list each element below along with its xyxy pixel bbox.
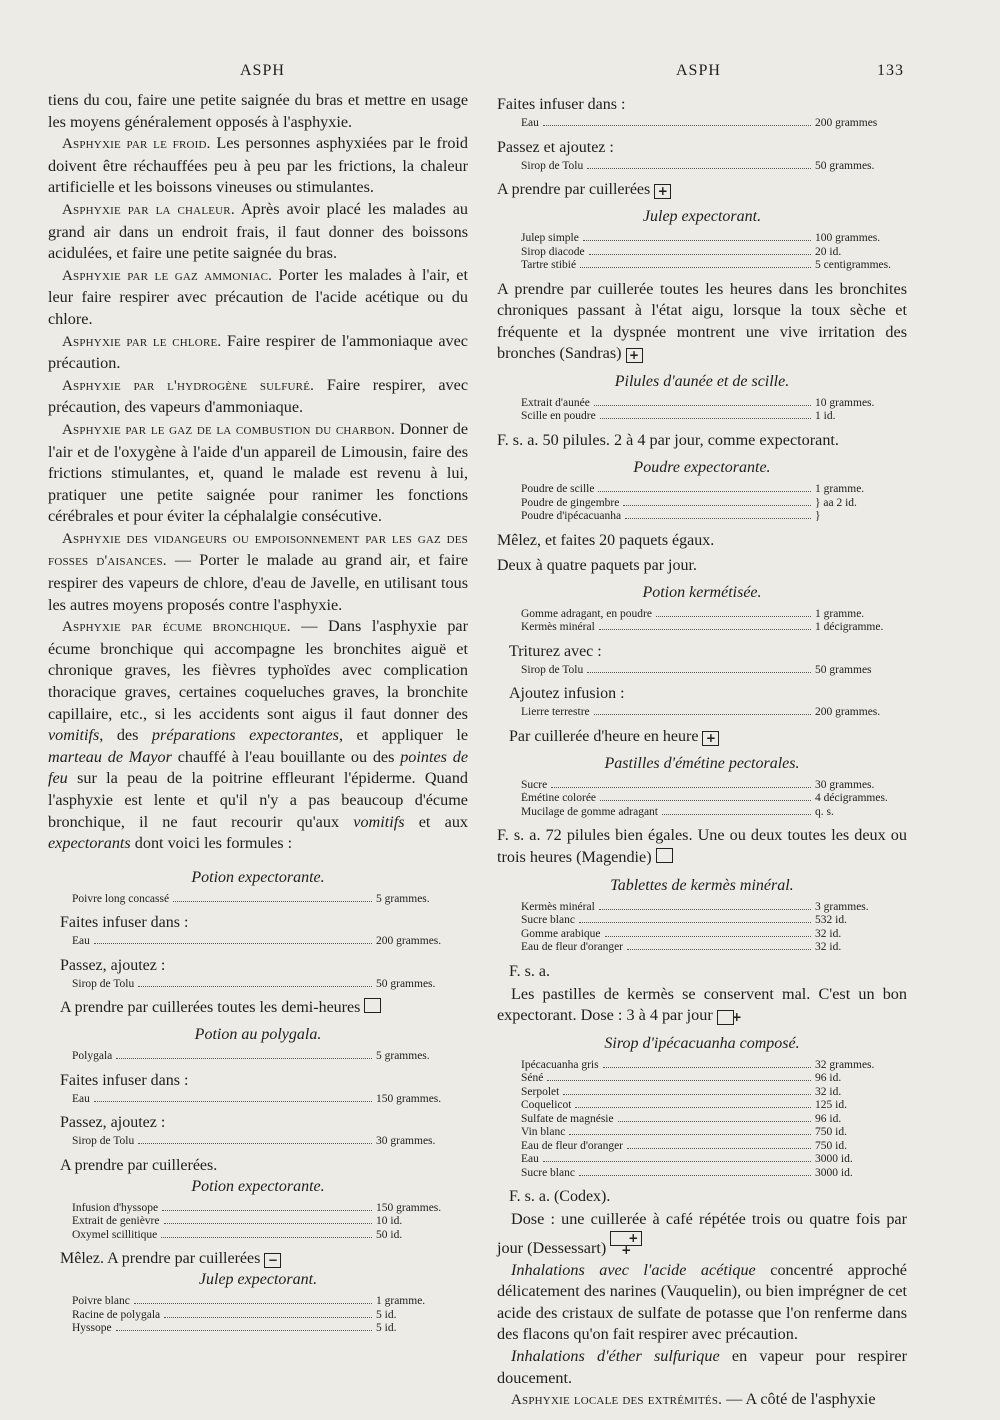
leader-dots bbox=[603, 1067, 811, 1068]
ingredient-qty: 100 grammes. bbox=[815, 232, 881, 244]
ingredient-name: Sirop de Tolu bbox=[521, 663, 584, 676]
text-run: chauffé à l'eau bouillante ou des bbox=[177, 747, 395, 766]
ingredient-qty: 150 grammes. bbox=[376, 1092, 442, 1105]
recipe-rows bbox=[497, 901, 907, 955]
ingredient-name: Sucre blanc bbox=[521, 914, 575, 927]
leader-dots bbox=[587, 168, 811, 169]
ingredient-qty: 32 grammes. bbox=[815, 1058, 875, 1071]
leader-dots bbox=[134, 1303, 372, 1304]
ingredient-row bbox=[497, 410, 907, 424]
leader-dots bbox=[164, 1317, 372, 1318]
ingredient-name: Serpolet bbox=[521, 1085, 560, 1098]
leader-dots bbox=[563, 1094, 811, 1095]
instruction: Triturez avec : bbox=[509, 642, 602, 660]
ingredient-row bbox=[497, 497, 907, 511]
ingredient-name: Eau bbox=[72, 1092, 90, 1105]
ingredient-row bbox=[48, 1322, 468, 1336]
ingredient-qty: 125 id. bbox=[815, 1099, 847, 1112]
section-label: Asphyxie par le gaz ammoniac. bbox=[62, 267, 273, 284]
leader-dots bbox=[656, 616, 811, 617]
leader-dots bbox=[627, 1148, 811, 1149]
leader-dots bbox=[579, 1175, 811, 1176]
leader-dots bbox=[583, 240, 811, 241]
leader-dots bbox=[579, 922, 811, 923]
instruction bbox=[60, 997, 468, 1018]
ingredient-qty: 200 grammes. bbox=[815, 706, 881, 719]
ingredient-qty: 50 grammes. bbox=[376, 977, 436, 990]
recipe-title: Poudre expectorante. bbox=[633, 459, 771, 477]
ingredient-qty: 32 id. bbox=[815, 941, 842, 954]
italic-term: vomitifs bbox=[48, 726, 100, 745]
ingredient-qty: 50 id. bbox=[376, 1228, 403, 1241]
leader-dots bbox=[94, 1101, 372, 1102]
ingredient-name: Eau bbox=[72, 935, 90, 948]
ingredient-qty: 1 id. bbox=[815, 410, 836, 423]
ingredient-row bbox=[497, 1153, 907, 1167]
paragraph-chlore bbox=[48, 331, 468, 375]
recipe-title: Tablettes de kermès minéral. bbox=[610, 876, 794, 894]
ingredient-row bbox=[48, 1050, 468, 1064]
instruction: Faites infuser dans : bbox=[60, 1071, 189, 1089]
ingredient-qty: 150 grammes. bbox=[376, 1201, 442, 1214]
paragraph-charbon bbox=[48, 419, 468, 528]
ingredient-name: Séné bbox=[521, 1072, 544, 1085]
ingredient-row bbox=[48, 1295, 468, 1309]
paragraph-inhalations-acide bbox=[497, 1260, 907, 1346]
leader-dots bbox=[162, 1210, 372, 1211]
ingredient-row bbox=[497, 1140, 907, 1154]
instruction: F. s. a. bbox=[509, 962, 550, 980]
ingredient-name: Poudre d'ipécacuanha bbox=[521, 510, 622, 523]
ingredient-qty: 532 id. bbox=[815, 914, 847, 927]
paragraph-inhalations-ether bbox=[497, 1346, 907, 1389]
ingredient-name: Kermès minéral bbox=[521, 621, 595, 634]
ingredient-qty: 1 gramme. bbox=[815, 607, 865, 620]
ingredient-qty: 200 grammes. bbox=[376, 935, 442, 948]
ingredient-qty: 3000 id. bbox=[815, 1153, 853, 1166]
paragraph-text: Les personnes asphyxiées par le froid doivent être réchauffées peu à peu par les frictions, la chaleur artificielle et les boissons vineuses ou stimulantes. bbox=[48, 134, 469, 197]
ingredient-row bbox=[497, 806, 907, 820]
leader-dots bbox=[575, 1107, 811, 1108]
instruction: Passez, ajoutez : bbox=[60, 956, 166, 974]
ingredient-row bbox=[497, 483, 907, 497]
plus-box-symbol: + bbox=[626, 348, 643, 363]
ingredient-name: Tartre stibié bbox=[521, 259, 577, 271]
leader-dots bbox=[116, 1058, 372, 1059]
ingredient-row bbox=[497, 664, 907, 678]
recipe-title: Potion kermétisée. bbox=[642, 583, 762, 601]
italic-term: pointes de feu bbox=[48, 747, 469, 788]
recipe-title: Potion expectorante. bbox=[191, 868, 325, 886]
instruction bbox=[60, 1248, 468, 1269]
italic-term: Inhalations avec l'acide acétique bbox=[511, 1260, 756, 1279]
instruction-text: A prendre par cuillerées bbox=[497, 181, 651, 198]
paragraph-ecume bbox=[48, 616, 468, 855]
text-run: et aux bbox=[418, 812, 469, 831]
leader-dots bbox=[161, 1237, 372, 1238]
ingredient-row bbox=[497, 510, 907, 524]
ingredient-row bbox=[497, 901, 907, 915]
recipe-title: Potion au polygala. bbox=[194, 1026, 322, 1044]
paragraph-text: — Porter le malade au grand air, et faire respirer des vapeurs de chlore, d'eau de Javelle, en utilisant tous les autres moyens proposés contre l'asphyxie. bbox=[48, 551, 469, 614]
leader-dots bbox=[543, 125, 811, 126]
leader-dots bbox=[551, 787, 811, 788]
left-column bbox=[48, 90, 468, 1342]
ingredient-row bbox=[48, 1135, 468, 1149]
ingredient-name: Poudre de scille bbox=[521, 483, 595, 496]
text-run: , des bbox=[99, 726, 139, 745]
italic-term: préparations expectorantes bbox=[151, 726, 339, 745]
ingredient-name: Extrait d'aunée bbox=[521, 396, 590, 409]
leader-dots bbox=[625, 518, 811, 519]
instruction: Deux à quatre paquets par jour. bbox=[497, 556, 697, 574]
leader-dots bbox=[94, 943, 372, 944]
instruction bbox=[509, 726, 907, 747]
ingredient-name: Poivre blanc bbox=[72, 1295, 130, 1308]
ingredient-row bbox=[497, 914, 907, 928]
paragraph-chaleur bbox=[48, 199, 468, 265]
ingredient-row bbox=[497, 706, 907, 720]
page-number: 133 bbox=[877, 62, 904, 79]
ingredient-row bbox=[48, 1215, 468, 1229]
paragraph-asphyxie-locale bbox=[497, 1389, 907, 1412]
recipe-rows bbox=[48, 1050, 468, 1064]
instruction: F. s. a. (Codex). bbox=[509, 1188, 611, 1206]
ingredient-qty: 1 gramme. bbox=[815, 483, 865, 496]
ingredient-qty: 5 id. bbox=[376, 1322, 397, 1335]
instruction: Mêlez, et faites 20 paquets égaux. bbox=[497, 531, 715, 549]
ingredient-qty: 750 id. bbox=[815, 1126, 847, 1139]
italic-term: vomitifs bbox=[353, 812, 405, 831]
paragraph-froid bbox=[48, 133, 468, 199]
instruction: Passez, ajoutez : bbox=[60, 1114, 166, 1132]
ingredient-name: Eau de fleur d'oranger bbox=[521, 941, 624, 954]
section-label: Asphyxie par l'hydrogène sulfuré. bbox=[62, 377, 315, 394]
leader-dots bbox=[599, 629, 811, 630]
instruction: Passez et ajoutez : bbox=[497, 138, 614, 156]
text-run: sur la peau de la poitrine effleurant l'épiderme. Quand l'asphyxie est lente et qu'il n'y a pas beaucoup d'écume bronchique, il ne faut recourir qu'aux bbox=[48, 769, 469, 831]
ingredient-qty: 96 id. bbox=[815, 1072, 842, 1085]
instruction: A prendre par cuillerées. bbox=[60, 1156, 218, 1174]
tablettes-note bbox=[497, 984, 907, 1027]
section-label: Asphyxie par la chaleur. bbox=[62, 201, 235, 218]
ingredient-name: Eau de fleur d'oranger bbox=[521, 1139, 624, 1152]
recipe-title: Julep expectorant. bbox=[198, 1271, 318, 1289]
ingredient-row bbox=[497, 1059, 907, 1073]
paragraph-text: — A côté de l'asphyxie bbox=[726, 1390, 876, 1409]
recipe-rows bbox=[497, 1059, 907, 1181]
ingredient-qty: 750 id. bbox=[815, 1139, 847, 1152]
ingredient-qty: 50 grammes bbox=[815, 663, 872, 676]
instruction: Faites infuser dans : bbox=[497, 96, 626, 113]
ingredient-row bbox=[497, 1072, 907, 1086]
ingredient-qty: 10 grammes. bbox=[815, 396, 875, 409]
recipe-rows bbox=[497, 397, 907, 424]
instruction: Faites infuser dans : bbox=[60, 914, 189, 932]
ingredient-name: Kermès minéral bbox=[521, 900, 595, 913]
pastilles-note bbox=[497, 825, 907, 868]
note-text: Les pastilles de kermès se conservent mal. C'est un bon expectorant. Dose : 3 à 4 par jour bbox=[497, 984, 907, 1025]
plus-box-symbol: + bbox=[702, 731, 719, 746]
paragraph-continuation: tiens du cou, faire une petite saignée du bras et mettre en usage les moyens généralement opposés à l'asphyxie. bbox=[48, 91, 468, 131]
ingredient-name: Polygala bbox=[72, 1050, 113, 1063]
ingredient-row bbox=[497, 608, 907, 622]
ingredient-name: Poivre long concassé bbox=[72, 892, 170, 905]
ingredient-qty: 32 id. bbox=[815, 1085, 842, 1098]
paragraph-text: Après avoir placé les malades au grand air dans un endroit frais, il faut donner des boissons acidulées, et faire une petite saignée du bras. bbox=[48, 199, 468, 263]
ingredient-row bbox=[497, 232, 907, 246]
ingredient-qty: 4 décigrammes. bbox=[815, 792, 888, 805]
leader-dots bbox=[599, 909, 811, 910]
pilules-note: F. s. a. 50 pilules. 2 à 4 par jour, comme expectorant. bbox=[497, 430, 839, 449]
leader-dots bbox=[587, 672, 811, 673]
ingredient-name: Ipécacuanha gris bbox=[521, 1058, 599, 1071]
section-label: Asphyxie locale des extrémités. bbox=[511, 1392, 723, 1409]
ingredient-row bbox=[497, 1126, 907, 1140]
section-label: Asphyxie des vidangeurs ou empoisonnement par les gaz des fosses d'aisances. bbox=[48, 530, 468, 570]
italic-term: marteau de Mayor bbox=[48, 747, 172, 766]
ingredient-name: Gomme arabique bbox=[521, 927, 601, 940]
italic-term: expectorants bbox=[48, 834, 131, 853]
paragraph-text: concentré approché délicatement des narines (Vauquelin), ou bien imprégner de cet acide des cristaux de sulfate de potasse que l'on renferme dans des flacons qu'on fait respirer avec précaution. bbox=[497, 1260, 907, 1344]
ingredient-row bbox=[48, 978, 468, 992]
ingredient-qty: 5 grammes. bbox=[376, 1050, 430, 1063]
ingredient-name: Sirop de Tolu bbox=[72, 977, 135, 990]
recipe-rows bbox=[497, 664, 907, 678]
text-run: , et appliquer le bbox=[338, 726, 469, 745]
ingredient-row bbox=[497, 941, 907, 955]
ingredient-qty: 1 gramme. bbox=[376, 1295, 426, 1308]
ingredient-row bbox=[497, 1086, 907, 1100]
instruction-text: Par cuillerée d'heure en heure bbox=[509, 727, 699, 745]
leader-dots bbox=[547, 1080, 811, 1081]
recipe-rows bbox=[48, 1295, 468, 1336]
ingredient-qty: 50 grammes. bbox=[815, 159, 875, 172]
ingredient-row bbox=[497, 160, 907, 174]
ingredient-row bbox=[48, 893, 468, 907]
ingredient-qty: 30 grammes. bbox=[376, 1135, 436, 1148]
paragraph-text: en vapeur pour respirer doucement. bbox=[497, 1346, 908, 1387]
note-text: F. s. a. 72 pilules bien égales. Une ou deux toutes les deux ou trois heures (Magendie) bbox=[497, 826, 907, 867]
ingredient-qty: 3 grammes. bbox=[815, 900, 869, 913]
leader-dots bbox=[594, 714, 811, 715]
empty-square-symbol bbox=[656, 848, 673, 863]
leader-dots bbox=[138, 986, 372, 987]
section-label: Asphyxie par le froid. bbox=[62, 136, 211, 153]
paragraph-vidangeurs bbox=[48, 528, 468, 616]
ingredient-row bbox=[497, 259, 907, 273]
ingredient-name: Mucilage de gomme adragant bbox=[521, 805, 658, 818]
recipe-rows bbox=[497, 117, 907, 131]
ingredient-name: Coquelicot bbox=[521, 1099, 572, 1112]
recipe-title: Pastilles d'émétine pectorales. bbox=[604, 754, 800, 772]
ingredient-name: Extrait de genièvre bbox=[72, 1215, 160, 1228]
plus-box-symbol: + bbox=[654, 184, 671, 199]
leader-dots bbox=[600, 800, 811, 801]
text-run: dont voici les formules : bbox=[134, 834, 293, 853]
ingredient-name: Hyssope bbox=[72, 1322, 112, 1335]
ingredient-name: Sucre bbox=[521, 778, 548, 791]
text-run: — Dans l'asphyxie par écume bronchique qui accompagne les bronchites aiguë et chronique graves, les fièvres typhoïdes avec complication thoracique graves, certaines coqueluches graves, la bronchite capillaire, etc., si les accidents sont aigus il faut donner des bbox=[48, 617, 468, 723]
ingredient-row bbox=[48, 935, 468, 949]
ingredient-row bbox=[48, 1309, 468, 1323]
leader-dots bbox=[662, 814, 811, 815]
paragraph-text: Faire respirer de l'ammoniaque avec précaution. bbox=[48, 331, 468, 373]
ingredient-row bbox=[497, 1099, 907, 1113]
ingredient-qty: 96 id. bbox=[815, 1112, 842, 1125]
recipe-rows bbox=[48, 1093, 468, 1107]
recipe-rows bbox=[48, 935, 468, 949]
section-label: Asphyxie par le chlore. bbox=[62, 333, 222, 350]
ingredient-name: Sirop diacode bbox=[521, 245, 585, 258]
ingredient-row bbox=[497, 792, 907, 806]
leader-dots bbox=[600, 418, 811, 419]
ingredient-name: Eau bbox=[521, 117, 539, 129]
leader-dots bbox=[580, 267, 811, 268]
leader-dots bbox=[627, 949, 811, 950]
leader-dots bbox=[598, 491, 811, 492]
recipe-rows bbox=[497, 160, 907, 174]
leader-dots bbox=[589, 254, 811, 255]
ingredient-qty: 1 décigramme. bbox=[815, 621, 884, 634]
recipe-title: Pilules d'aunée et de scille. bbox=[614, 372, 790, 390]
leader-dots bbox=[594, 405, 811, 406]
ingredient-qty: 30 grammes. bbox=[815, 778, 875, 791]
leader-dots bbox=[618, 1121, 811, 1122]
ingredient-qty: 10 id. bbox=[376, 1215, 403, 1228]
ingredient-row bbox=[48, 1229, 468, 1243]
ingredient-qty: 5 id. bbox=[376, 1308, 397, 1321]
recipe-rows bbox=[48, 893, 468, 907]
note-text: A prendre par cuillerée toutes les heures dans les bronchites chroniques passant à l'état aigu, lorsque la toux sèche et fréquente et la dyspnée montrent une vive irritation des bronches (Sandras) bbox=[497, 279, 907, 363]
recipe-rows bbox=[48, 1135, 468, 1149]
ingredient-row bbox=[497, 1167, 907, 1181]
recipe-rows bbox=[48, 978, 468, 992]
recipe-title: Potion expectorante. bbox=[191, 1177, 325, 1195]
right-running-head: ASPH bbox=[676, 62, 721, 79]
minus-box-symbol: − bbox=[264, 1253, 281, 1268]
ingredient-row bbox=[497, 397, 907, 411]
recipe-rows bbox=[497, 608, 907, 635]
paragraph-hydrogene bbox=[48, 375, 468, 419]
ingredient-row bbox=[48, 1093, 468, 1107]
ingredient-row bbox=[497, 779, 907, 793]
ingredient-qty: } bbox=[815, 510, 821, 523]
instruction-text: A prendre par cuillerées toutes les demi-heures bbox=[60, 999, 361, 1017]
julep-note bbox=[497, 279, 907, 365]
ingredient-qty: 32 id. bbox=[815, 927, 842, 940]
ingredient-row bbox=[48, 1202, 468, 1216]
ingredient-name: Julep simple bbox=[521, 232, 579, 244]
ingredient-row bbox=[497, 621, 907, 635]
recipe-rows bbox=[497, 706, 907, 720]
ingredient-name: Poudre de gingembre bbox=[521, 496, 620, 509]
ingredient-row bbox=[497, 246, 907, 260]
ingredient-name: Gomme adragant, en poudre bbox=[521, 607, 652, 620]
instruction bbox=[497, 179, 907, 200]
paragraph-text: Donner de l'air et de l'oxygène à l'aide d'un appareil de Limousin, faire des frictions stimulantes, et, quand le malade est revenu à lui, pratiquer une petite saignée pour ranimer les fonctions cérébrales et pour éviter la céphalalgie consécutive. bbox=[48, 419, 469, 526]
ingredient-qty: } aa 2 id. bbox=[815, 496, 857, 509]
ingredient-qty: 20 id. bbox=[815, 245, 842, 258]
leader-dots bbox=[164, 1223, 373, 1224]
leader-dots bbox=[543, 1161, 811, 1162]
plus-box-symbol: + bbox=[717, 1010, 734, 1025]
section-label: Asphyxie par le gaz de la combustion du charbon. bbox=[62, 421, 396, 438]
paragraph-text: Faire respirer, avec précaution, des vapeurs d'ammoniaque. bbox=[48, 375, 469, 417]
ingredient-name: Émétine colorée bbox=[521, 792, 597, 805]
right-column bbox=[497, 90, 907, 1412]
instruction-text: Mêlez. A prendre par cuillerées bbox=[60, 1250, 261, 1268]
recipe-rows bbox=[497, 232, 907, 273]
leader-dots bbox=[605, 936, 811, 937]
ingredient-name: Sucre blanc bbox=[521, 1166, 575, 1179]
sirop-dose bbox=[497, 1209, 907, 1259]
leader-dots bbox=[173, 901, 372, 902]
leader-dots bbox=[623, 505, 811, 506]
italic-term: Inhalations d'éther sulfurique bbox=[511, 1346, 720, 1365]
ingredient-name: Sulfate de magnésie bbox=[521, 1112, 614, 1125]
paragraph-text: Porter les malades à l'air, et leur faire respirer avec précaution de l'acide acétique ou du chlore. bbox=[48, 265, 468, 328]
ingredient-name: Oxymel scillitique bbox=[72, 1228, 158, 1241]
ingredient-name: Lierre terrestre bbox=[521, 706, 590, 719]
note-text: Dose : une cuillerée à café répétée trois ou quatre fois par jour (Dessessart) bbox=[497, 1210, 907, 1257]
ingredient-qty: 5 grammes. bbox=[376, 892, 430, 905]
leader-dots bbox=[138, 1143, 372, 1144]
ingredient-qty: 5 centigrammes. bbox=[815, 259, 892, 271]
left-running-head: ASPH bbox=[240, 62, 285, 79]
ingredient-name: Vin blanc bbox=[521, 1126, 566, 1139]
leader-dots bbox=[116, 1330, 372, 1331]
ingredient-name: Infusion d'hyssope bbox=[72, 1201, 159, 1214]
ingredient-row bbox=[497, 928, 907, 942]
ingredient-name: Eau bbox=[521, 1153, 539, 1166]
recipe-rows bbox=[497, 779, 907, 820]
leader-dots bbox=[569, 1134, 811, 1135]
instruction: Ajoutez infusion : bbox=[509, 685, 625, 703]
recipe-title: Julep expectorant. bbox=[642, 208, 762, 225]
empty-square-symbol bbox=[364, 998, 381, 1013]
recipe-title: Sirop d'ipécacuanha composé. bbox=[604, 1034, 800, 1052]
ingredient-name: Scille en poudre bbox=[521, 410, 596, 423]
double-plus-box-symbol: + + bbox=[610, 1231, 642, 1246]
ingredient-row bbox=[497, 1113, 907, 1127]
ingredient-qty: 200 grammes bbox=[815, 117, 878, 129]
ingredient-qty: 3000 id. bbox=[815, 1166, 853, 1179]
ingredient-row bbox=[497, 117, 907, 131]
ingredient-name: Racine de polygala bbox=[72, 1308, 161, 1321]
paragraph-ammoniac bbox=[48, 265, 468, 331]
ingredient-qty: q. s. bbox=[815, 805, 834, 818]
recipe-rows bbox=[48, 1202, 468, 1243]
ingredient-name: Sirop de Tolu bbox=[72, 1135, 135, 1148]
section-label: Asphyxie par écume bronchique. bbox=[62, 619, 291, 636]
ingredient-name: Sirop de Tolu bbox=[521, 159, 584, 172]
recipe-rows bbox=[497, 483, 907, 524]
